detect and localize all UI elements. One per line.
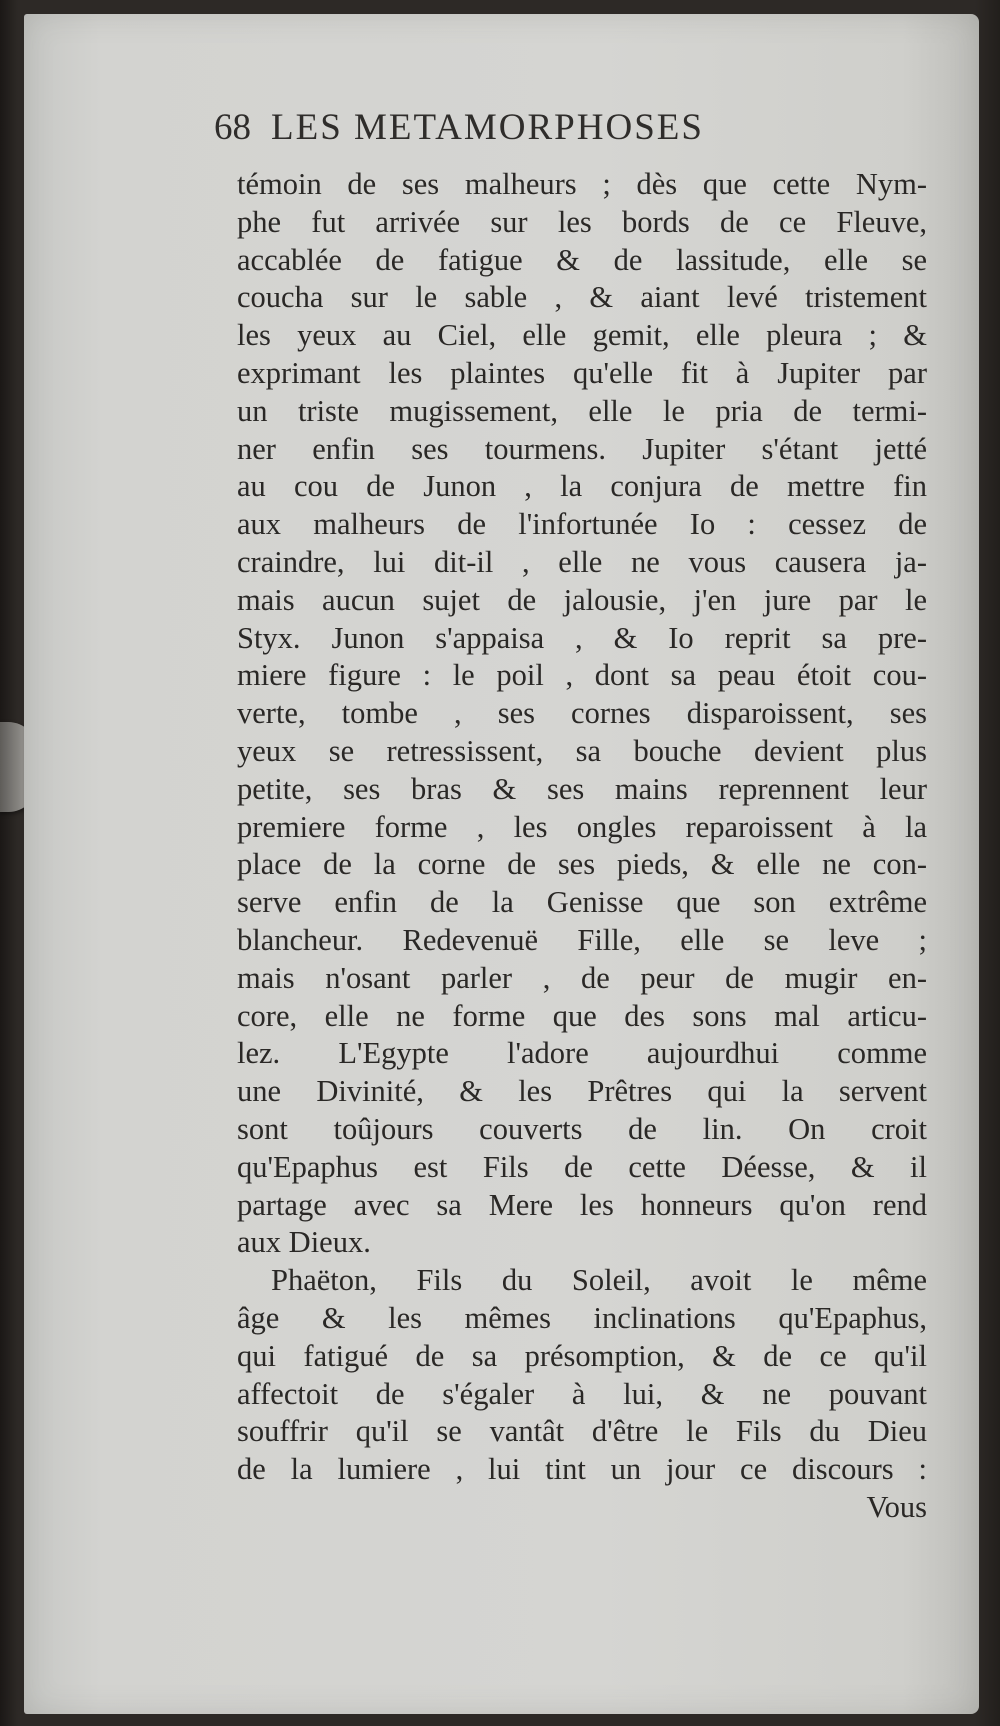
text-line: serve enfin de la Genisse que son extrême: [237, 885, 927, 920]
text-line: core, elle ne forme que des sons mal articu-: [237, 998, 927, 1033]
text-line: exprimant les plaintes qu'elle fit à Jupiter par: [237, 355, 927, 390]
text-line: accablée de fatigue & de lassitude, elle se: [237, 242, 927, 277]
text-line: petite, ses bras & ses mains reprennent leur: [237, 771, 927, 806]
text-line: une Divinité, & les Prêtres qui la servent: [237, 1074, 927, 1109]
text-line: coucha sur le sable , & aiant levé tristement: [237, 280, 927, 315]
text-line: premiere forme , les ongles reparoissent à la: [237, 809, 927, 844]
text-line-paragraph-end: aux Dieux.: [237, 1225, 371, 1260]
text-line: verte, tombe , ses cornes disparoissent, ses: [237, 696, 927, 731]
text-line: aux malheurs de l'infortunée Io : cessez de: [237, 507, 927, 542]
text-line: phe fut arrivée sur les bords de ce Fleuve,: [237, 204, 927, 239]
text-line: yeux se retressissent, sa bouche devient plus: [237, 733, 927, 768]
page-number: 68: [214, 107, 251, 148]
text-block: [237, 166, 927, 1527]
running-head: [214, 106, 914, 149]
text-line: mais n'osant parler , de peur de mugir en-: [237, 960, 927, 995]
text-line: miere figure : le poil , dont sa peau étoit cou-: [237, 658, 927, 693]
text-line: qui fatigué de sa présomption, & de ce qu'il: [237, 1338, 927, 1373]
text-line: mais aucun sujet de jalousie, j'en jure par le: [237, 582, 927, 617]
running-title: LES METAMORPHOSES: [271, 107, 704, 148]
text-line: un triste mugissement, elle le pria de termi-: [237, 393, 927, 428]
text-line: souffrir qu'il se vantât d'être le Fils du Dieu: [237, 1414, 927, 1449]
text-line: partage avec sa Mere les honneurs qu'on rend: [237, 1187, 927, 1222]
text-line: place de la corne de ses pieds, & elle ne con-: [237, 847, 927, 882]
text-line: blancheur. Redevenuë Fille, elle se leve ;: [237, 922, 927, 957]
text-line: craindre, lui dit-il , elle ne vous causera ja-: [237, 544, 927, 579]
text-line: Styx. Junon s'appaisa , & Io reprit sa pre-: [237, 620, 927, 655]
catchword: Vous: [866, 1489, 927, 1524]
text-line: affectoit de s'égaler à lui, & ne pouvant: [237, 1376, 927, 1411]
text-line-paragraph-start: Phaëton, Fils du Soleil, avoit le même: [271, 1263, 927, 1298]
text-line: de la lumiere , lui tint un jour ce discours :: [237, 1452, 927, 1487]
text-line: témoin de ses malheurs ; dès que cette Nym-: [237, 167, 927, 201]
text-line: qu'Epaphus est Fils de cette Déesse, & il: [237, 1149, 927, 1184]
text-line: ner enfin ses tourmens. Jupiter s'étant jetté: [237, 431, 927, 466]
text-line: âge & les mêmes inclinations qu'Epaphus,: [237, 1300, 927, 1335]
text-line: lez. L'Egypte l'adore aujourdhui comme: [237, 1036, 927, 1071]
text-line: sont toûjours couverts de lin. On croit: [237, 1111, 927, 1146]
text-line: les yeux au Ciel, elle gemit, elle pleura ; &: [237, 318, 927, 353]
text-line: au cou de Junon , la conjura de mettre fin: [237, 469, 927, 504]
